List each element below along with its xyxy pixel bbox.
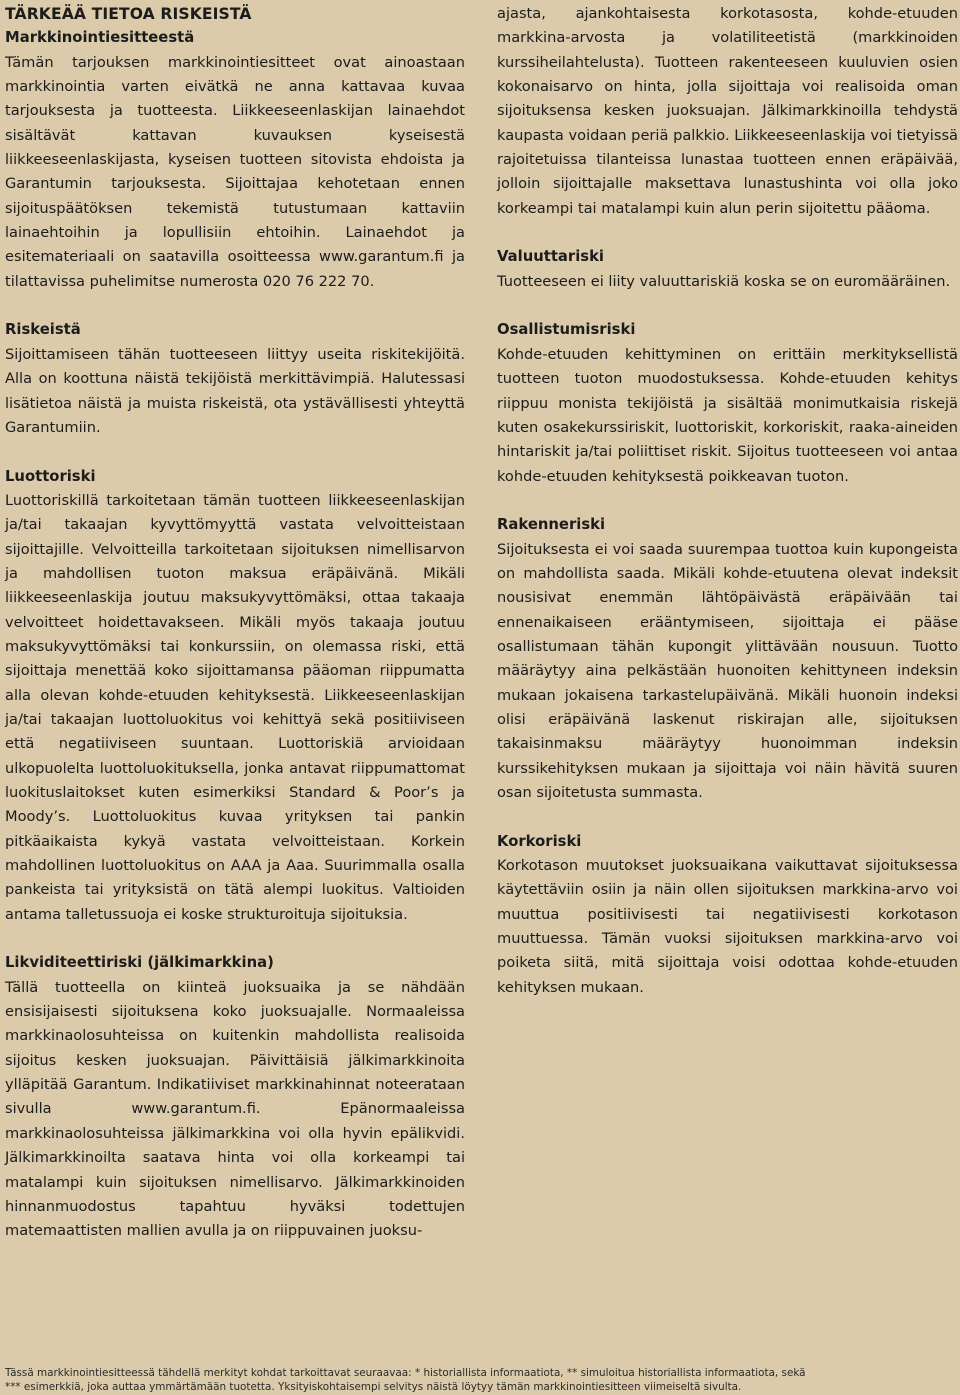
section-heading: Osallistumisriski: [497, 321, 636, 339]
footnote: [5, 1366, 955, 1394]
section-heading: Korkoriski: [497, 832, 582, 850]
section-body: Tuotteeseen ei liity valuuttariskiä koska se on euromääräinen.: [497, 272, 951, 290]
section-rakenneriski: [497, 513, 958, 805]
section-body: Sijoituksesta ei voi saada suurempaa tuottoa kuin kupongeista on mahdollista saada. Mikäli kohde-etuutena olevat indeksit nousisivat enemmän lähtöpäivästä eräpäivään tai ennenaikaiseen erääntymiseen, sijoittaja ei pääse osallistumaan tähän kupongit ylittävään nousuun. Tuotto määräytyy aina pelkästään huonoiten kehittyneen indeksin mukaan jokaisena tarkastelupäivänä. Mikäli huonoin indeksi olisi eräpäivänä laskenut riskirajan alle, sijoituksen takaisinmaksu määräytyy huonoimman indeksin kurssikehityksen mukaan ja sijoittaja voi näin hävitä suuren osan sijoitetusta summasta.: [497, 540, 958, 801]
section-riskeista: [5, 318, 465, 440]
section-heading: Riskeistä: [5, 321, 81, 339]
section-likviditeettiriski: [5, 951, 465, 1243]
section-likviditeettiriski-continued: [497, 2, 958, 221]
footnote-line-1: Tässä markkinointiesitteessä tähdellä merkityt kohdat tarkoittavat seuraavaa: * historiallista informaatiota, ** simuloitua historiallista informaatiota, sekä: [5, 1367, 806, 1379]
section-body: Tämän tarjouksen markkinointiesitteet ovat ainoastaan markkinointia varten eivätkä ne anna kattavaa kuvaa tarjouksesta ja tuotteesta. Liikkeeseenlaskijan lainaehdot sisältävät kattavan kuvauksen kyseisestä liikkeeseenlaskijasta, kyseisen tuotteen sitovista ehdoista ja Garantumin tarjouksesta. Sijoittajaa kehotetaan ennen sijoituspäätöksen tekemistä tutustumaan kattaviin lainaehtoihin ja lopullisiin ehtoihin. Lainaehdot ja esitemateriaali on saatavilla osoitteessa www.garantum.fi ja tilattavissa puhelimitse numerosta 020 76 222 70.: [5, 53, 465, 290]
section-markkinointiesite: [5, 26, 465, 294]
section-body: Korkotason muutokset juoksuaikana vaikuttavat sijoituksessa käytettäviin osiin ja näin ollen sijoituksen markkina-arvo voi muuttua positiivisesti tai negatiivisesti korkotason muuttuessa. Tämän vuoksi sijoituksen markkina-arvo voi poiketa siitä, mitä sijoittaja voisi odottaa kohde-etuuden kehityksen mukaan.: [497, 857, 958, 996]
page-title: TÄRKEÄÄ TIETOA RISKEISTÄ: [5, 5, 252, 23]
section-body: Kohde-etuuden kehittyminen on erittäin merkityksellistä tuotteen tuoton muodostuksessa. Kohde-etuuden kehitys riippuu monista tekijöistä ja sisältää monimutkaisia riskejä kuten osakekurssiriskit, luottoriskit, korkoriskit, raaka-aineiden hintariskit ja/tai poliittiset riskit. Sijoitus tuotteeseen voi antaa kohde-etuuden kehityksestä poikkeavan tuoton.: [497, 345, 958, 485]
section-heading: Valuuttariski: [497, 248, 604, 266]
section-heading: Likviditeettiriski (jälkimarkkina): [5, 954, 274, 972]
section-osallistumisriski: [497, 318, 958, 488]
section-heading: Luottoriski: [5, 467, 96, 485]
section-body: ajasta, ajankohtaisesta korkotasosta, kohde-etuuden markkina-arvosta ja volatiliteetistä (markkinoiden kurssiheilahtelusta). Tuotteen rakenteeseen kuuluvien osien kokonaisarvo on hinta, jolla sijoittaja voi realisoida oman sijoituksensa kesken juoksuajan. Jälkimarkkinoilla tehdystä kaupasta voidaan periä palkkio. Liikkeeseenlaskija voi tietyissä rajoitetuissa tilanteissa lunastaa tuotteen ennen eräpäivää, jolloin sijoittajalle maksettava lunastushinta voi olla joko korkeampi tai matalampi kuin alun perin sijoitettu pääoma.: [497, 5, 958, 217]
section-heading: Markkinointiesitteestä: [5, 29, 195, 47]
section-korkoriski: [497, 830, 958, 1000]
section-heading: Rakenneriski: [497, 516, 606, 534]
footnote-line-2: *** esimerkkiä, joka auttaa ymmärtämään tuotetta. Yksityiskohtaisempi selvitys näistä löytyy tämän markkinointiesitteen viimeiseltä sivulta.: [5, 1381, 742, 1393]
section-body: Luottoriskillä tarkoitetaan tämän tuotteen liikkeeseenlaskijan ja/tai takaajan kyvyttömyyttä vastata velvoitteistaan sijoittajille. Velvoitteilla tarkoitetaan sijoituksen nimellisarvon ja mahdollisen tuoton maksua eräpäivänä. Mikäli liikkeeseenlaskija joutuu maksukyvyttömäksi, ottaa takaaja velvoitteet hoidettavakseen. Mikäli myös takaaja joutuu maksukyvyttömäksi tai konkurssiin, on olemassa riski, että sijoittaja menettää koko sijoittamansa pääoman riippumatta alla olevan kohde-etuuden kehityksestä. Liikkeeseenlaskijan ja/tai takaajan luottoluokitus voi kehittyä sekä positiiviseen että negatiiviseen suuntaan. Luottoriskiä arvioidaan ulkopuolelta luottoluokituksella, jonka antavat riippumattomat luokituslaitokset kuten esimerkiksi Standard & Poor’s ja Moody’s. Luottoluokitus kuvaa yrityksen tai pankin pitkäaikaista kykyä vastata velvoitteistaan. Korkein mahdollinen luottoluokitus on AAA ja Aaa. Suurimmalla osalla pankeista tai yrityksistä on tätä alempi luokitus. Valtioiden antama talletussuoja ei koske strukturoituja sijoituksia.: [5, 491, 465, 923]
section-valuuttariski: [497, 245, 958, 294]
section-body: Sijoittamiseen tähän tuotteeseen liittyy useita riskitekijöitä. Alla on koottuna näistä tekijöistä merkittävimpiä. Halutessasi lisätietoa näistä ja muista riskeistä, ota ystävällisesti yhteyttä Garantumiin.: [5, 345, 465, 436]
left-column: [5, 2, 465, 1244]
right-column: [497, 2, 958, 1000]
section-luottoriski: [5, 465, 465, 928]
section-body: Tällä tuotteella on kiinteä juoksuaika ja se nähdään ensisijaisesti sijoituksena koko juoksuajalle. Normaaleissa markkinaolosuhteissa on kuitenkin mahdollista realisoida sijoitus kesken juoksuajan. Päivittäisiä jälkimarkkinoita ylläpitää Garantum. Indikatiiviset markkinahinnat noteerataan sivulla www.garantum.fi. Epänormaaleissa markkinaolosuhteissa jälkimarkkina voi olla hyvin epälikvidi. Jälkimarkkinoilta saatava hinta voi olla korkeampi tai matalampi kuin sijoituksen nimellisarvo. Jälkimarkkinoiden hinnanmuodostus tapahtuu hyväksi todettujen matemaattisten mallien avulla ja on riippuvainen juoksu-: [5, 978, 465, 1240]
